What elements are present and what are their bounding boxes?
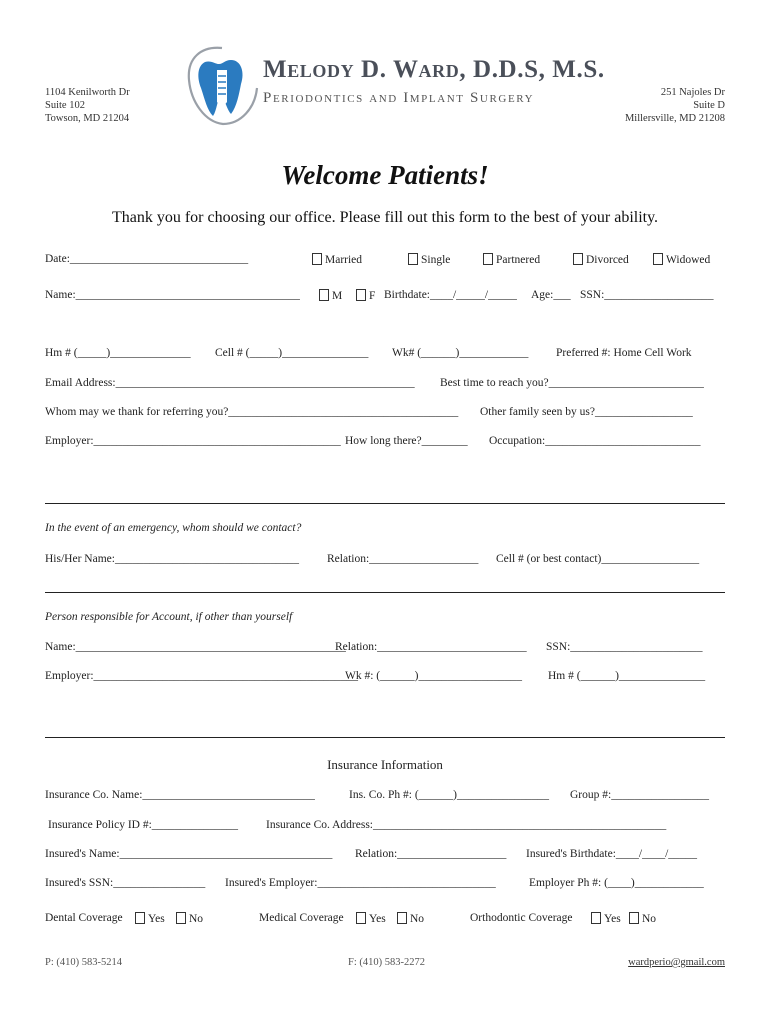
address-left-line: Suite 102 bbox=[45, 100, 85, 111]
responsible-ssn-field[interactable]: SSN:_______________________ bbox=[546, 641, 703, 653]
employer-phone-field[interactable]: Employer Ph #: (____)____________ bbox=[529, 877, 704, 889]
practice-subtitle: Periodontics and Implant Surgery bbox=[263, 90, 535, 106]
checkbox-icon[interactable] bbox=[135, 912, 145, 924]
insured-relation-field[interactable]: Relation:___________________ bbox=[355, 848, 507, 860]
address-right bbox=[625, 86, 725, 125]
no-label: No bbox=[642, 913, 657, 925]
best-time-field[interactable]: Best time to reach you?___________________________ bbox=[440, 377, 704, 389]
page-title: Welcome Patients! bbox=[281, 160, 489, 190]
insurance-heading: Insurance Information bbox=[327, 757, 443, 772]
gender-label: M bbox=[332, 290, 343, 302]
marital-label: Single bbox=[421, 254, 451, 266]
date-field[interactable]: Date:_______________________________ bbox=[45, 253, 249, 265]
emergency-name-field[interactable]: His/Her Name:________________________________ bbox=[45, 553, 299, 565]
other-family-field[interactable]: Other family seen by us?_________________ bbox=[480, 406, 693, 418]
occupation-field[interactable]: Occupation:___________________________ bbox=[489, 435, 701, 447]
how-long-field[interactable]: How long there?________ bbox=[345, 435, 468, 447]
responsible-name-field[interactable]: Name:_______________________________________________ bbox=[45, 641, 346, 653]
referral-field[interactable]: Whom may we thank for referring you?________________________________________ bbox=[45, 406, 459, 418]
responsible-relation-field[interactable]: Relation:__________________________ bbox=[335, 641, 527, 653]
yes-label: Yes bbox=[148, 913, 165, 925]
dental-no[interactable] bbox=[176, 912, 203, 925]
policy-id-field[interactable]: Insurance Policy ID #:_______________ bbox=[48, 819, 239, 831]
age-field[interactable]: Age:___ bbox=[531, 289, 571, 301]
practice-name: Melody D. Ward, D.D.S, M.S. bbox=[263, 56, 605, 83]
gender-label: F bbox=[369, 290, 376, 302]
birthdate-field[interactable]: Birthdate:____/_____/_____ bbox=[384, 289, 517, 301]
marital-partnered[interactable] bbox=[483, 253, 540, 266]
marital-label: Married bbox=[325, 254, 363, 266]
responsible-wk-field[interactable]: Wk #: (______)__________________ bbox=[345, 670, 522, 682]
divider bbox=[45, 592, 725, 593]
address-left bbox=[45, 86, 130, 125]
insurance-co-name-field[interactable]: Insurance Co. Name:______________________________ bbox=[45, 789, 315, 801]
home-phone-field[interactable]: Hm # (_____)______________ bbox=[45, 347, 191, 359]
gender-m[interactable] bbox=[319, 289, 342, 302]
address-right-line: Suite D bbox=[693, 100, 725, 111]
checkbox-icon[interactable] bbox=[397, 912, 407, 924]
insured-name-field[interactable]: Insured's Name:_____________________________________ bbox=[45, 848, 333, 860]
checkbox-icon[interactable] bbox=[312, 253, 322, 265]
marital-single[interactable] bbox=[408, 253, 450, 266]
checkbox-icon[interactable] bbox=[356, 912, 366, 924]
footer-email-link[interactable]: wardperio@gmail.com bbox=[628, 957, 725, 968]
email-field[interactable]: Email Address:____________________________________________________ bbox=[45, 377, 415, 389]
checkbox-icon[interactable] bbox=[176, 912, 186, 924]
insured-ssn-field[interactable]: Insured's SSN:________________ bbox=[45, 877, 206, 889]
emergency-heading: In the event of an emergency, whom should we contact? bbox=[45, 522, 302, 534]
address-right-line: Millersville, MD 21208 bbox=[624, 113, 725, 124]
divider bbox=[45, 737, 725, 738]
yes-label: Yes bbox=[604, 913, 621, 925]
ortho-no[interactable] bbox=[629, 912, 656, 925]
yes-label: Yes bbox=[369, 913, 386, 925]
employer-field[interactable]: Employer:___________________________________________ bbox=[45, 435, 341, 447]
tooth-logo-icon bbox=[183, 44, 261, 128]
insurance-co-phone-field[interactable]: Ins. Co. Ph #: (______)________________ bbox=[349, 789, 549, 801]
emergency-relation-field[interactable]: Relation:___________________ bbox=[327, 553, 479, 565]
checkbox-icon[interactable] bbox=[356, 289, 366, 301]
ortho-coverage-label: Orthodontic Coverage bbox=[470, 912, 573, 924]
checkbox-icon[interactable] bbox=[483, 253, 493, 265]
medical-no[interactable] bbox=[397, 912, 424, 925]
address-left-line: 1104 Kenilworth Dr bbox=[45, 87, 130, 98]
marital-divorced[interactable] bbox=[573, 253, 629, 266]
checkbox-icon[interactable] bbox=[573, 253, 583, 265]
gender-f[interactable] bbox=[356, 289, 375, 302]
checkbox-icon[interactable] bbox=[408, 253, 418, 265]
medical-yes[interactable] bbox=[356, 912, 386, 925]
dental-coverage-label: Dental Coverage bbox=[45, 912, 123, 924]
insurance-co-address-field[interactable]: Insurance Co. Address:___________________________________________________ bbox=[266, 819, 667, 831]
footer-phone: P: (410) 583-5214 bbox=[45, 957, 122, 968]
responsible-heading: Person responsible for Account, if other than yourself bbox=[45, 611, 293, 623]
group-number-field[interactable]: Group #:_________________ bbox=[570, 789, 709, 801]
dental-yes[interactable] bbox=[135, 912, 165, 925]
marital-widowed[interactable] bbox=[653, 253, 710, 266]
no-label: No bbox=[189, 913, 204, 925]
emergency-cell-field[interactable]: Cell # (or best contact)_________________ bbox=[496, 553, 700, 565]
insured-employer-field[interactable]: Insured's Employer:_______________________________ bbox=[225, 877, 496, 889]
name-field[interactable]: Name:_______________________________________ bbox=[45, 289, 300, 301]
checkbox-icon[interactable] bbox=[319, 289, 329, 301]
insured-birthdate-field[interactable]: Insured's Birthdate:____/____/_____ bbox=[526, 848, 698, 860]
work-phone-field[interactable]: Wk# (______)____________ bbox=[392, 347, 529, 359]
cell-phone-field[interactable]: Cell # (_____)_______________ bbox=[215, 347, 369, 359]
ortho-yes[interactable] bbox=[591, 912, 621, 925]
responsible-hm-field[interactable]: Hm # (______)_______________ bbox=[548, 670, 706, 682]
checkbox-icon[interactable] bbox=[653, 253, 663, 265]
medical-coverage-label: Medical Coverage bbox=[259, 912, 344, 924]
marital-label: Widowed bbox=[666, 254, 711, 266]
no-label: No bbox=[410, 913, 425, 925]
address-left-line: Towson, MD 21204 bbox=[45, 113, 130, 124]
address-right-line: 251 Najoles Dr bbox=[660, 87, 725, 98]
divider bbox=[45, 503, 725, 504]
checkbox-icon[interactable] bbox=[591, 912, 601, 924]
intro-text: Thank you for choosing our office. Please fill out this form to the best of your ability. bbox=[111, 209, 659, 226]
marital-label: Divorced bbox=[586, 254, 629, 266]
checkbox-icon[interactable] bbox=[629, 912, 639, 924]
practice-logo bbox=[183, 44, 603, 128]
ssn-field[interactable]: SSN:___________________ bbox=[580, 289, 714, 301]
responsible-employer-field[interactable]: Employer:______________________________________________ bbox=[45, 670, 359, 682]
marital-married[interactable] bbox=[312, 253, 362, 266]
marital-label: Partnered bbox=[496, 254, 541, 266]
preferred-phone-field[interactable]: Preferred #: Home Cell Work bbox=[556, 347, 692, 359]
footer-fax: F: (410) 583-2272 bbox=[348, 957, 425, 968]
